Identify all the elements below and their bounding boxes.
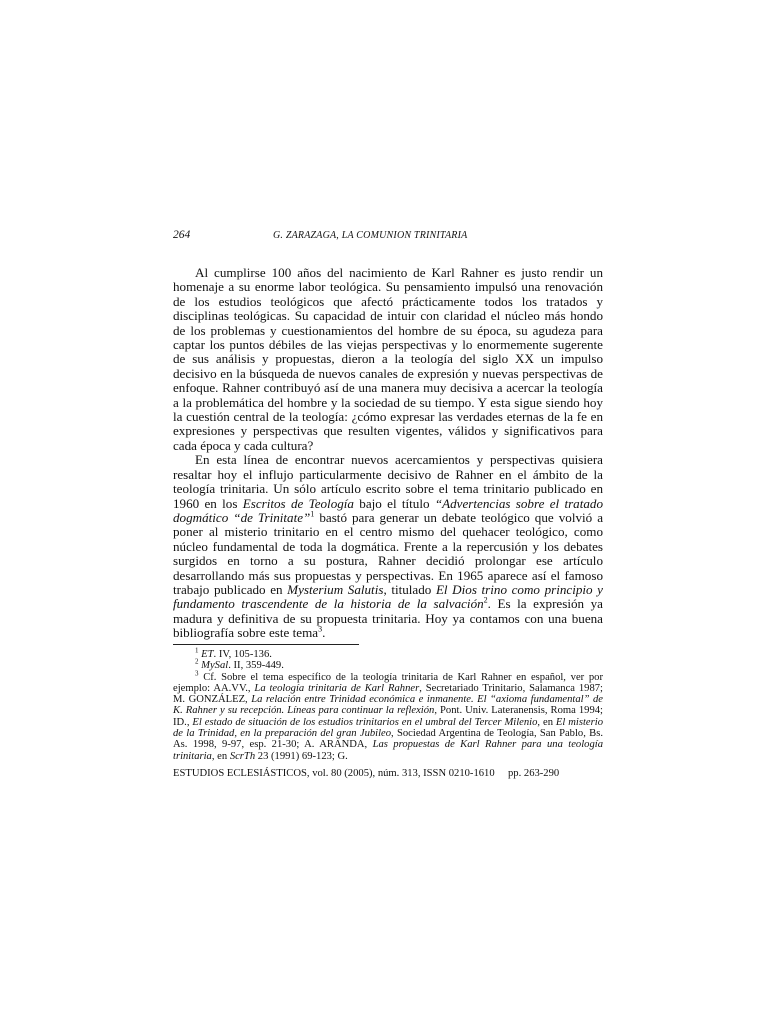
- footnote-abbrev: ET: [201, 649, 214, 660]
- p2-text: En esta línea de encontrar nuevos acercamientos y perspectivas quisiera resaltar hoy el influjo particularmente decisivo de Rahner en el ámbito de la teología trinitaria. Un sólo artículo escrito sobre el tema trinitario publicado en 1960 en los: [173, 452, 603, 511]
- p2-text: .: [322, 625, 326, 641]
- footnote-text: , Pont. Univ. Lateranensis, Roma 1994; ID.,: [173, 705, 603, 728]
- p2-text: , titulado: [383, 581, 436, 597]
- article-body: [173, 266, 603, 641]
- p2-text: . Es la expresión ya madura y definitiva de su propuesta trinitaria. Hoy ya contamos con una buena bibliografía sobre este tema: [173, 596, 603, 641]
- footnote-text: Cf. Sobre el tema específico de la teología trinitaria de Karl Rahner en español, ver por ejemplo: AA.VV.,: [173, 671, 603, 694]
- footnote-1: [173, 646, 603, 660]
- footnote-text: , en: [211, 750, 230, 762]
- footnote-2: [173, 657, 603, 672]
- footnote-text: . II, 359-449.: [228, 660, 284, 672]
- footnote-ref-1: 1: [310, 509, 315, 519]
- page-range: pp. 263-290: [508, 768, 560, 779]
- dios-trino-title: El Dios trino como principio y fundamento trascendente de la historia de la salvación: [173, 581, 603, 612]
- page-number: 264: [173, 229, 191, 241]
- footnote-title: El misterio de la Trinidad, en la preparación del gran Jubileo: [173, 716, 603, 740]
- page-header: [173, 229, 595, 245]
- footnotes: [173, 646, 603, 762]
- footnote-title: La teología trinitaria de Karl Rahner: [254, 682, 420, 694]
- footnote-3: [173, 669, 603, 762]
- footnote-title: Las propuestas de Karl Rahner para una teología trinitaria: [173, 739, 603, 762]
- footnote-text: . IV, 105-136.: [213, 649, 272, 660]
- footnote-divider: [173, 644, 359, 645]
- footnote-number: 3: [195, 669, 199, 678]
- p2-text: bajo el título: [353, 495, 435, 511]
- footnote-text: , Secretariado Trinitario, Salamanca 1987; M. GONZÁLEZ,: [173, 682, 603, 706]
- page-footer: [173, 768, 603, 782]
- paragraph-1: Al cumplirse 100 años del nacimiento de Karl Rahner es justo rendir un homenaje a su enorme labor teológica. Su pensamiento impulsó una renovación de los estudios teológicos que afectó prácticamente todos los tratados y disciplinas teológicas. Su capacidad de intuir con claridad el núcleo más hondo de los problemas y cuestionamientos del hombre de su época, su agudeza para captar los puntos débiles de las viejas perspectivas y lo enormemente sugerente de sus análisis y propuestas, dieron a la teología del siglo XX un impulso decisivo en la búsqueda de nuevos canales de expresión y nuevas perspectivas de enfoque. Rahner contribuyó así de una manera muy decisiva a acercar la teología a la problemática del hombre y la sociedad de su tiempo. Y esta sigue siendo hoy la cuestión central de la teología: ¿cómo expresar las verdades eternas de la fe en expresiones y perspectivas que resulten vigentes, válidos y significativos para cada época y cada cultura?: [173, 265, 603, 453]
- footnote-number: 1: [195, 646, 199, 655]
- footnote-abbrev: MySal: [201, 660, 229, 672]
- running-title: G. ZARAZAGA, LA COMUNION TRINITARIA: [273, 230, 468, 241]
- footnote-ref-3: 3: [318, 624, 323, 634]
- mysterium-title: Mysterium Salutis: [287, 581, 384, 597]
- article-title: “Advertencias sobre el tratado dogmático “de Trinitate”: [173, 495, 604, 525]
- footnote-abbrev: ScrTh: [229, 750, 256, 762]
- journal-citation: ESTUDIOS ECLESIÁSTICOS, vol. 80 (2005), núm. 313, ISSN 0210-1610: [173, 768, 495, 779]
- footnote-ref-2: 2: [483, 595, 488, 605]
- footnote-title: El estado de situación de los estudios trinitarios en el umbral del Tercer Milenio: [192, 716, 538, 728]
- footnote-title: La relación entre Trinidad económica e inmanente. El “axioma fundamental” de K. Rahner y su recepción. Líneas para continuar la reflexión: [173, 694, 603, 717]
- footnote-text: , Sociedad Argentina de Teología, San Pablo, Bs. As. 1998, 9-97, esp. 21-30; A. ARANDA,: [173, 728, 603, 751]
- p2-text: bastó para generar un debate teológico que volvió a poner al misterio trinitario en el centro mismo del quehacer teológico, como núcleo fundamental de toda la dogmática. Frente a la repercusión y los debates surgidos en torno a su postura, Rahner decidió prolongar ese artículo desarrollando más sus propuestas y perspectivas. En 1965 aparece así el famoso trabajo publicado en: [173, 509, 604, 597]
- paragraph-2: [173, 453, 603, 640]
- footnote-text: , en: [537, 716, 556, 728]
- footnote-number: 2: [195, 657, 199, 666]
- escritos-title: Escritos de Teología: [242, 495, 354, 511]
- footnote-text: 23 (1991) 69-123; G.: [255, 750, 348, 762]
